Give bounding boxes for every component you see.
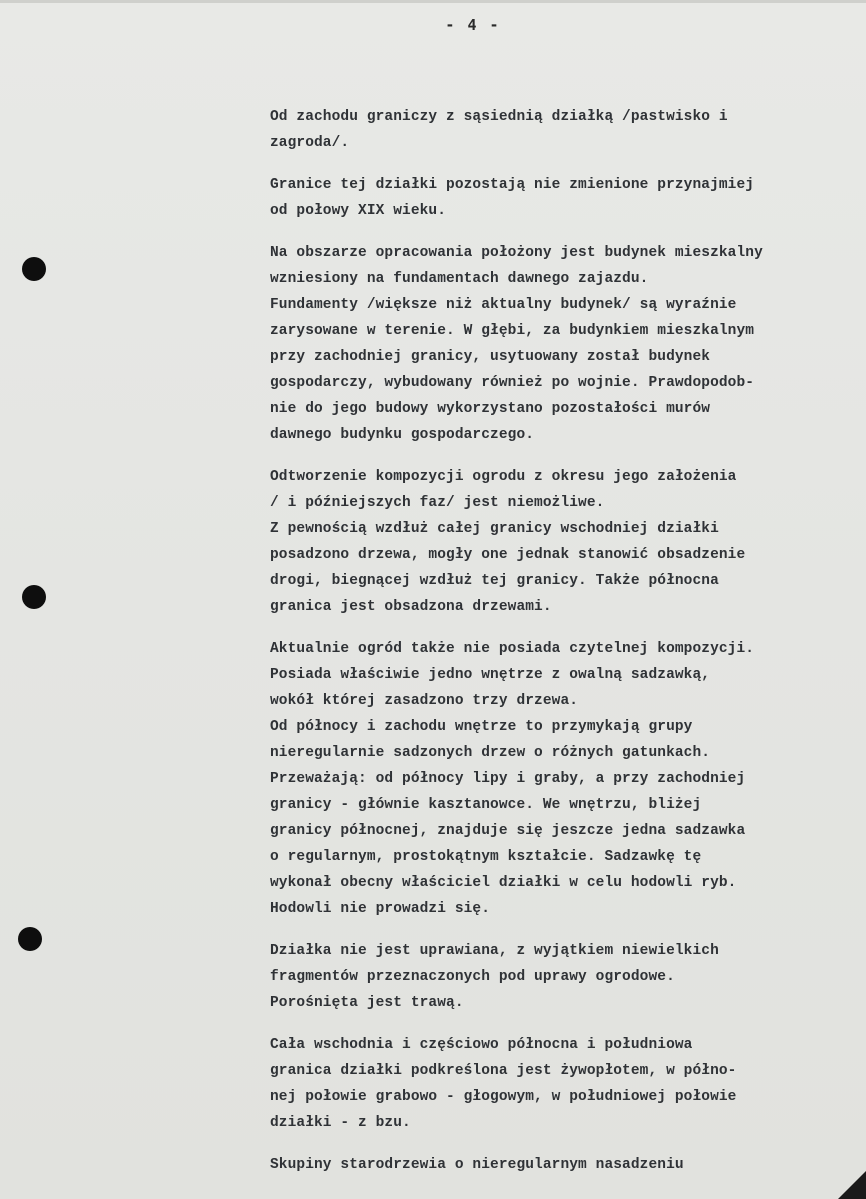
text-line: granica działki podkreślona jest żywopłotem, w półno-: [270, 1063, 737, 1079]
text-line: wokół której zasadzono trzy drzewa.: [270, 693, 579, 709]
text-line: granicy północnej, znajduje się jeszcze jedna sadzawka: [270, 823, 746, 839]
text-line: działki - z bzu.: [270, 1115, 411, 1131]
text-line: nie do jego budowy wykorzystano pozostałości murów: [270, 401, 711, 417]
text-line: wzniesiony na fundamentach dawnego zajazdu.: [270, 271, 649, 287]
paragraph: [270, 172, 865, 224]
page-number: - 4 -: [445, 16, 501, 34]
text-line: gospodarczy, wybudowany również po wojnie. Prawdopodob-: [270, 375, 755, 391]
text-line: fragmentów przeznaczonych pod uprawy ogrodowe.: [270, 969, 675, 985]
page-corner: [838, 1171, 866, 1199]
text-line: Od północy i zachodu wnętrze to przymykają grupy: [270, 719, 693, 735]
text-line: drogi, biegnącej wzdłuż tej granicy. Także północna: [270, 573, 719, 589]
text-line: Na obszarze opracowania położony jest budynek mieszkalny: [270, 245, 763, 261]
text-line: dawnego budynku gospodarczego.: [270, 427, 535, 443]
text-line: zagroda/.: [270, 135, 350, 151]
text-line: Działka nie jest uprawiana, z wyjątkiem niewielkich: [270, 943, 719, 959]
punch-hole: [22, 257, 46, 281]
text-line: Granice tej działki pozostają nie zmienione przynajmiej: [270, 177, 755, 193]
paragraph: [270, 636, 865, 922]
text-line: przy zachodniej granicy, usytuowany został budynek: [270, 349, 711, 365]
punch-hole: [18, 927, 42, 951]
text-line: Fundamenty /większe niż aktualny budynek/ są wyraźnie: [270, 297, 737, 313]
text-line: posadzono drzewa, mogły one jednak stanowić obsadzenie: [270, 547, 746, 563]
text-line: Skupiny starodrzewia o nieregularnym nasadzeniu: [270, 1157, 684, 1173]
text-line: wykonał obecny właściciel działki w celu hodowli ryb.: [270, 875, 737, 891]
paragraph: [270, 464, 865, 620]
page-top-edge: [0, 0, 866, 3]
paragraph: [270, 240, 865, 448]
paragraph: [270, 104, 865, 156]
punch-hole: [22, 585, 46, 609]
text-line: Aktualnie ogród także nie posiada czytelnej kompozycji.: [270, 641, 755, 657]
text-line: Od zachodu graniczy z sąsiednią działką /pastwisko i: [270, 109, 728, 125]
text-line: nej połowie grabowo - głogowym, w południowej połowie: [270, 1089, 737, 1105]
text-line: Z pewnością wzdłuż całej granicy wschodniej działki: [270, 521, 719, 537]
text-line: Hodowli nie prowadzi się.: [270, 901, 491, 917]
typewritten-body: [270, 104, 865, 1178]
text-line: od połowy XIX wieku.: [270, 203, 447, 219]
paragraph: [270, 1152, 865, 1178]
text-line: granica jest obsadzona drzewami.: [270, 599, 552, 615]
text-line: Posiada właściwie jedno wnętrze z owalną sadzawką,: [270, 667, 711, 683]
text-line: Cała wschodnia i częściowo północna i południowa: [270, 1037, 693, 1053]
text-line: / i późniejszych faz/ jest niemożliwe.: [270, 495, 605, 511]
text-line: granicy - głównie kasztanowce. We wnętrzu, bliżej: [270, 797, 702, 813]
text-line: o regularnym, prostokątnym kształcie. Sadzawkę tę: [270, 849, 702, 865]
text-line: zarysowane w terenie. W głębi, za budynkiem mieszkalnym: [270, 323, 755, 339]
paragraph: [270, 938, 865, 1016]
text-line: nieregularnie sadzonych drzew o różnych gatunkach.: [270, 745, 711, 761]
text-line: Odtworzenie kompozycji ogrodu z okresu jego założenia: [270, 469, 737, 485]
text-line: Przeważają: od północy lipy i graby, a przy zachodniej: [270, 771, 746, 787]
paragraph: [270, 1032, 865, 1136]
text-line: Porośnięta jest trawą.: [270, 995, 464, 1011]
